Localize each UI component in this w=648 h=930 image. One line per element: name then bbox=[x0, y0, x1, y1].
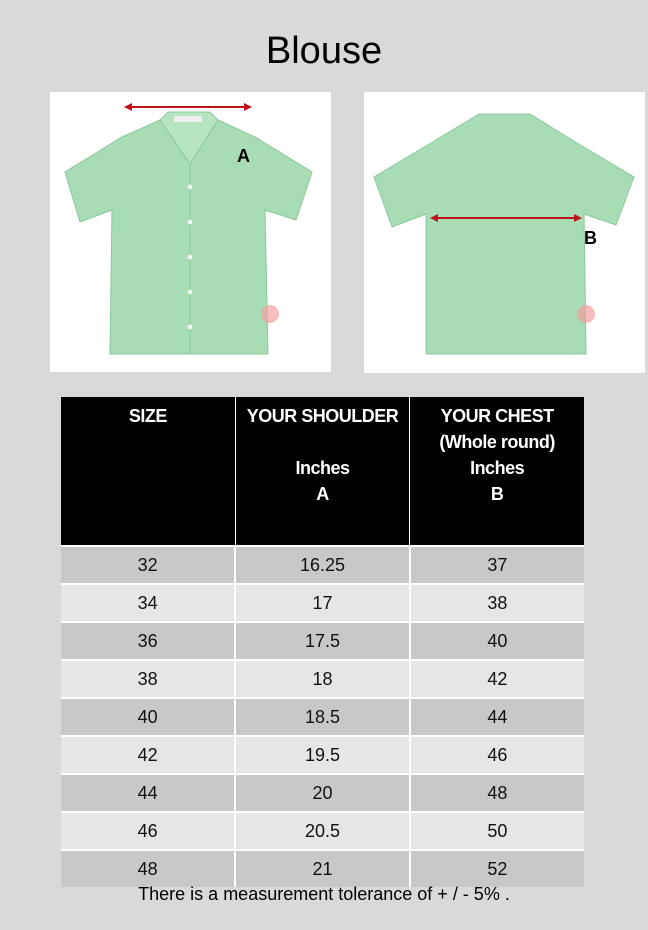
table-row bbox=[61, 622, 584, 660]
table-header-row bbox=[61, 397, 584, 546]
header-shoulder bbox=[235, 397, 409, 546]
table-row bbox=[61, 850, 584, 887]
chest-cell: 48 bbox=[410, 774, 584, 812]
size-cell: 46 bbox=[61, 812, 235, 850]
chest-cell: 46 bbox=[410, 736, 584, 774]
size-cell: 38 bbox=[61, 660, 235, 698]
header-line: (Whole round) bbox=[439, 432, 555, 452]
chest-cell: 37 bbox=[410, 546, 584, 584]
size-cell: 36 bbox=[61, 622, 235, 660]
table-row bbox=[61, 660, 584, 698]
shoulder-cell: 20.5 bbox=[235, 812, 409, 850]
table-row bbox=[61, 736, 584, 774]
header-line: A bbox=[316, 484, 329, 504]
shoulder-cell: 17.5 bbox=[235, 622, 409, 660]
header-line: Inches bbox=[295, 458, 350, 478]
table-row bbox=[61, 698, 584, 736]
size-cell: 40 bbox=[61, 698, 235, 736]
chest-cell: 42 bbox=[410, 660, 584, 698]
table-row bbox=[61, 546, 584, 584]
label-a: A bbox=[237, 146, 250, 166]
header-chest bbox=[410, 397, 584, 546]
shoulder-cell: 16.25 bbox=[235, 546, 409, 584]
back-shirt-image bbox=[364, 92, 645, 373]
header-line: SIZE bbox=[128, 406, 167, 426]
size-cell: 42 bbox=[61, 736, 235, 774]
header-line: YOUR SHOULDER bbox=[246, 406, 399, 426]
header-line: B bbox=[490, 484, 504, 504]
shoulder-cell: 18.5 bbox=[235, 698, 409, 736]
chest-cell: 38 bbox=[410, 584, 584, 622]
size-cell: 48 bbox=[61, 850, 235, 887]
table-row bbox=[61, 774, 584, 812]
shoulder-cell: 18 bbox=[235, 660, 409, 698]
front-shirt-image bbox=[50, 92, 331, 372]
shoulder-cell: 21 bbox=[235, 850, 409, 887]
shoulder-cell: 17 bbox=[235, 584, 409, 622]
chest-cell: 44 bbox=[410, 698, 584, 736]
shoulder-cell: 20 bbox=[235, 774, 409, 812]
chest-cell: 52 bbox=[410, 850, 584, 887]
table-row bbox=[61, 812, 584, 850]
shoulder-cell: 19.5 bbox=[235, 736, 409, 774]
header-line: YOUR CHEST bbox=[440, 406, 554, 426]
header-line: Inches bbox=[470, 458, 525, 478]
page-title: Blouse bbox=[265, 30, 383, 72]
size-cell: 34 bbox=[61, 584, 235, 622]
chest-cell: 40 bbox=[410, 622, 584, 660]
table-row bbox=[61, 584, 584, 622]
chest-cell: 50 bbox=[410, 812, 584, 850]
size-chart-table bbox=[61, 397, 584, 887]
label-b: B bbox=[584, 228, 597, 248]
size-cell: 44 bbox=[61, 774, 235, 812]
size-cell: 32 bbox=[61, 546, 235, 584]
tolerance-note: There is a measurement tolerance of + / - 5% . bbox=[138, 884, 510, 904]
header-size bbox=[61, 397, 235, 546]
